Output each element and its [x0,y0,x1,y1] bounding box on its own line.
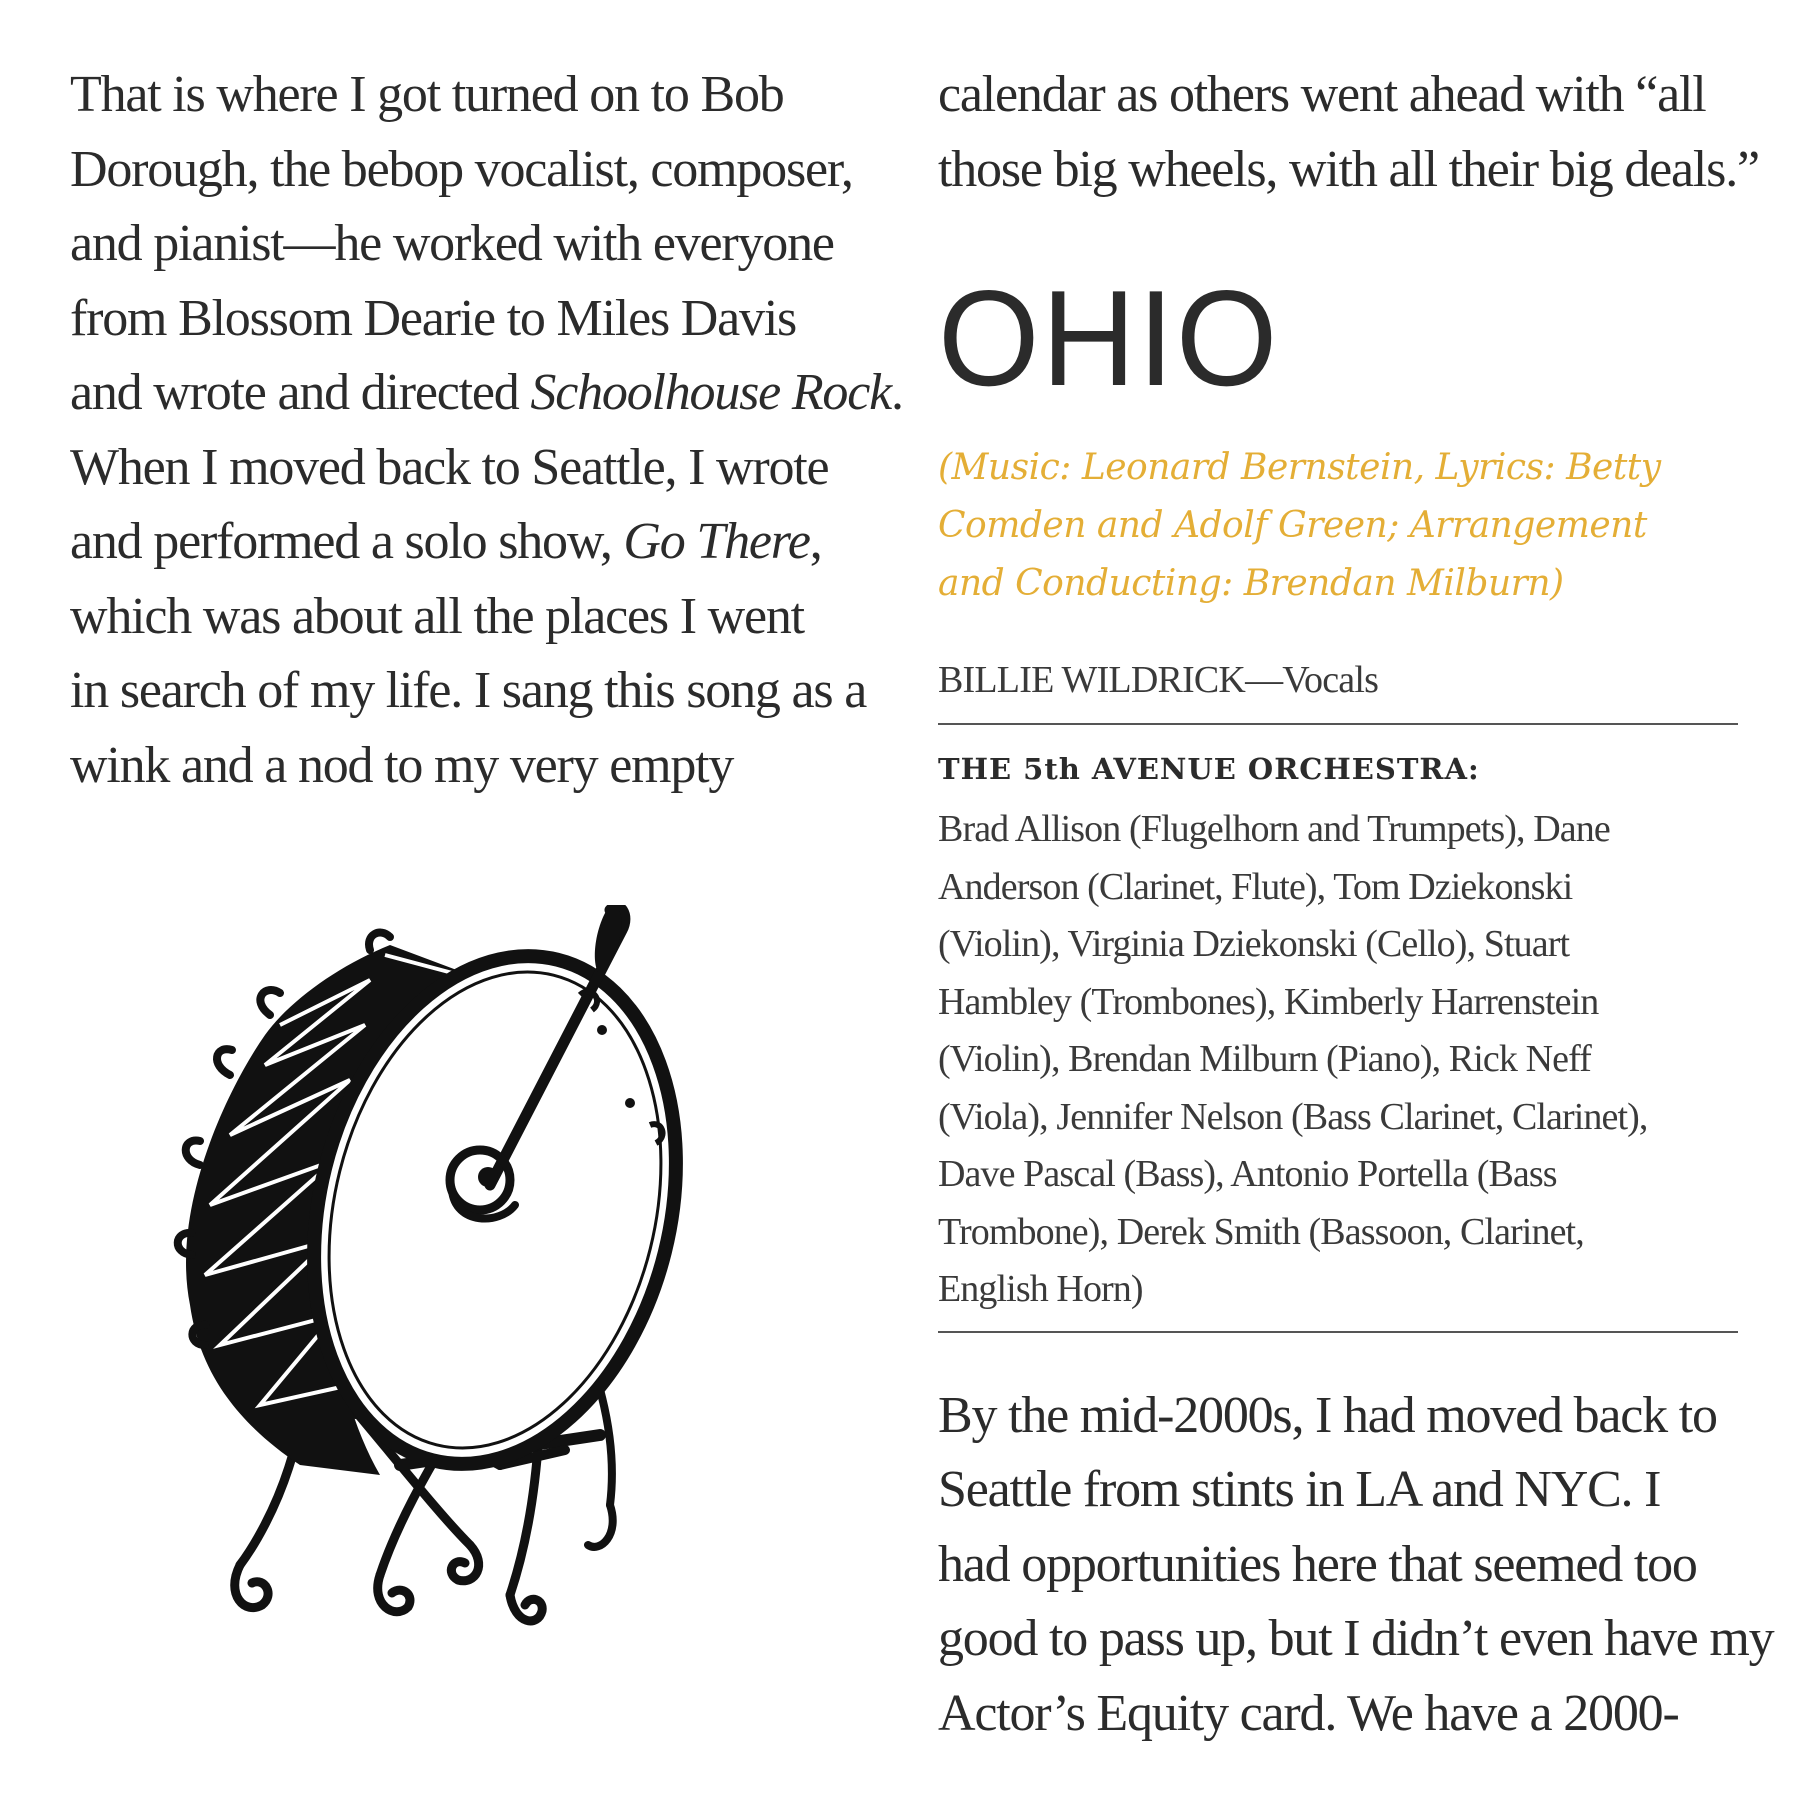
text-line: from Blossom Dearie to Miles Davis [70,289,797,347]
text-line: That is where I got turned on to Bob [70,66,784,123]
credits-line: (Music: Leonard Bernstein, Lyrics: Betty [938,447,1661,488]
text-line: Seattle from stints in LA and NYC. I [938,1461,1661,1518]
text-line: calendar as others went ahead with “all [938,66,1706,123]
text-line: Dorough, the bebop vocalist, composer, [70,140,853,198]
orchestra-line: Hambley (Trombones), Kimberly Harrenstein [938,980,1599,1023]
text-line: By the mid-2000s, I had moved back to [938,1386,1717,1444]
text-line: in search of my life. I sang this song as a [70,662,867,719]
orchestra-line: Dave Pascal (Bass), Antonio Portella (Bass [938,1153,1557,1195]
orchestra-line: (Violin), Virginia Dziekonski (Cello), Stuart [938,923,1570,965]
credits-line: and Conducting: Brendan Milburn) [938,563,1564,604]
text-line: Actor’s Equity card. We have a 2000- [938,1684,1679,1742]
orchestra-line: (Viola), Jennifer Nelson (Bass Clarinet, Clarinet), [938,1095,1648,1138]
text-line: wink and a nod to my very empty [70,736,734,794]
orchestra-line: English Horn) [938,1268,1143,1310]
orchestra-line: Anderson (Clarinet, Flute), Tom Dziekonski [938,865,1573,908]
bass-drum-icon [170,905,750,1685]
text-line: which was about all the places I went [70,587,804,645]
show-title-schoolhouse-rock: Schoolhouse Rock [530,364,891,421]
text-segment: and wrote and directed [70,364,531,421]
right-column [938,58,1774,1751]
text-segment: , [809,513,822,570]
performer-credit: BILLIE WILDRICK—Vocals [938,655,1738,725]
left-body-text [70,58,903,803]
text-line: When I moved back to Seattle, I wrote [70,438,829,496]
text-line [70,505,870,580]
text-line [70,356,903,431]
right-closing-text [938,1379,1774,1752]
show-title-go-there: Go There [623,513,810,570]
orchestra-line: Brad Allison (Flugelhorn and Trumpets), Dane [938,808,1610,850]
orchestra-members [938,801,1738,1333]
decor-dot [597,1025,607,1035]
left-column [70,58,903,803]
text-line: good to pass up, but I didn’t even have my [938,1610,1774,1667]
text-line: had opportunities here that seemed too [938,1535,1697,1593]
text-segment: and performed a solo show, [70,513,624,570]
song-title: OHIO [938,262,1280,414]
right-intro-text [938,58,1759,207]
credits-line: Comden and Adolf Green; Arrangement [938,505,1647,546]
decor-dot [625,1098,635,1108]
text-line: those big wheels, with all their big deals.” [938,140,1759,198]
orchestra-heading: THE 5th AVENUE ORCHESTRA: [938,752,1480,786]
text-line: and pianist—he worked with everyone [70,215,834,272]
text-segment: . [891,364,903,421]
orchestra-line: (Violin), Brendan Milburn (Piano), Rick Neff [938,1038,1591,1080]
song-credits [938,439,1738,613]
orchestra-line: Trombone), Derek Smith (Bassoon, Clarinet, [938,1210,1584,1253]
drum-beater-center [478,1167,498,1187]
